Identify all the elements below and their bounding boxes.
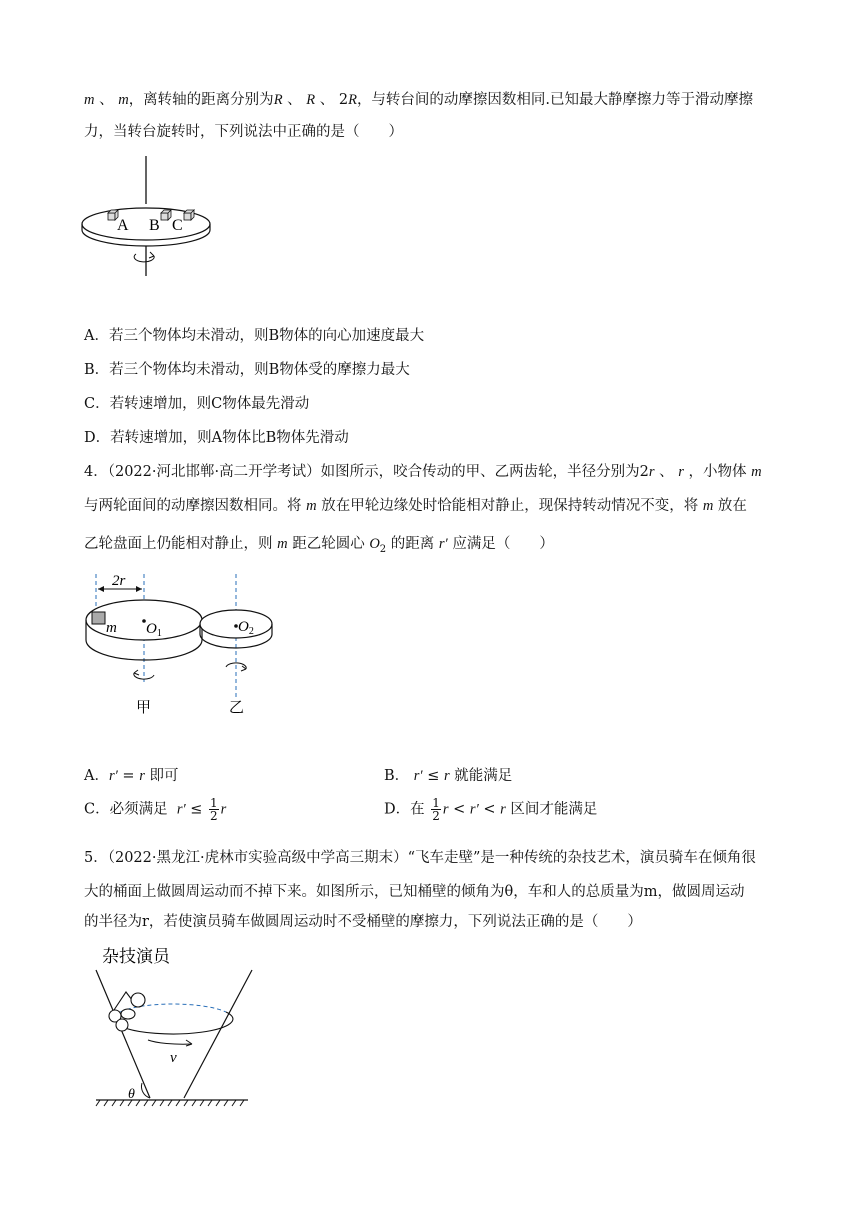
o1-label: $O_1$ [146,621,162,639]
q3-option-c: C．若转速增加，则C物体最先滑动 [84,396,310,412]
o2-label: $O_2$ [238,619,254,637]
label-b: B [149,217,160,234]
ground-hatch [96,1100,244,1106]
right-gear-label: 乙 [229,700,245,716]
q4-option-c: C．必须满足 r′ ≤ $\frac{1}{2}$ r [84,796,227,823]
q4-option-a: A．r′ = r 即可 [84,768,179,784]
turntable-figure [80,152,230,278]
q3-stem-line1: m 、 m，离转轴的距离分别为R 、 R 、 2R，与转台间的动摩擦因数相同.已知最大静摩擦力等于滑动摩擦 [84,92,754,108]
gears-figure [82,570,302,720]
mass-block [92,612,105,624]
radius-label: 2r [112,573,126,589]
q4-option-d: D．在 $\frac{1}{2}$ r < r′ < r 区间才能满足 [384,796,598,823]
q5-stem-line2: 大的桶面上做圆周运动而不掉下来。如图所示，已知桶壁的倾角为θ，车和人的总质量为m，做圆周运动 [84,884,745,900]
q3-option-d: D．若转速增加，则A物体比B物体先滑动 [84,430,349,446]
stunt-cone-figure [92,940,262,1110]
velocity-label: v [170,1050,177,1066]
performer-icon [109,992,145,1031]
q4-stem-line2: 与两轮面间的动摩擦因数相同。将 m 放在甲轮边缘处时恰能相对静止，现保持转动情况不变，将 m 放在 [84,498,747,514]
block-b [161,210,171,220]
performer-label: 杂技演员 [102,947,170,966]
label-a: A [117,217,129,234]
mass-label: m [106,620,117,636]
q3-option-b: B．若三个物体均未滑动，则B物体受的摩擦力最大 [84,362,410,378]
q4-stem-line3: 乙轮盘面上仍能相对静止，则 m 距乙轮圆心 $O_2$ 的距离 r′ 应满足（ ） [84,536,554,555]
label-c: C [172,217,183,234]
left-gear-label: 甲 [136,700,152,716]
q4-option-b: B． r′ ≤ r 就能满足 [384,768,513,784]
q3-option-a: A．若三个物体均未滑动，则B物体的向心加速度最大 [84,328,425,344]
q5-stem-line1: 5．（2022·黑龙江·虎林市实验高级中学高三期末）“飞车走壁”是一种传统的杂技艺术，演员骑车在倾角很 [84,850,756,866]
block-c [184,210,194,220]
angle-label: θ [128,1087,135,1102]
q4-stem-line1: 4．（2022·河北邯郸·高二开学考试）如图所示，咬合传动的甲、乙两齿轮，半径分别为2r 、 r ，小物体 m [84,464,762,480]
q5-stem-line3: 的半径为r，若使演员骑车做圆周运动时不受桶壁的摩擦力，下列说法正确的是（ ） [84,914,642,930]
q3-stem-line2: 力，当转台旋转时，下列说法中正确的是（ ） [84,124,403,140]
